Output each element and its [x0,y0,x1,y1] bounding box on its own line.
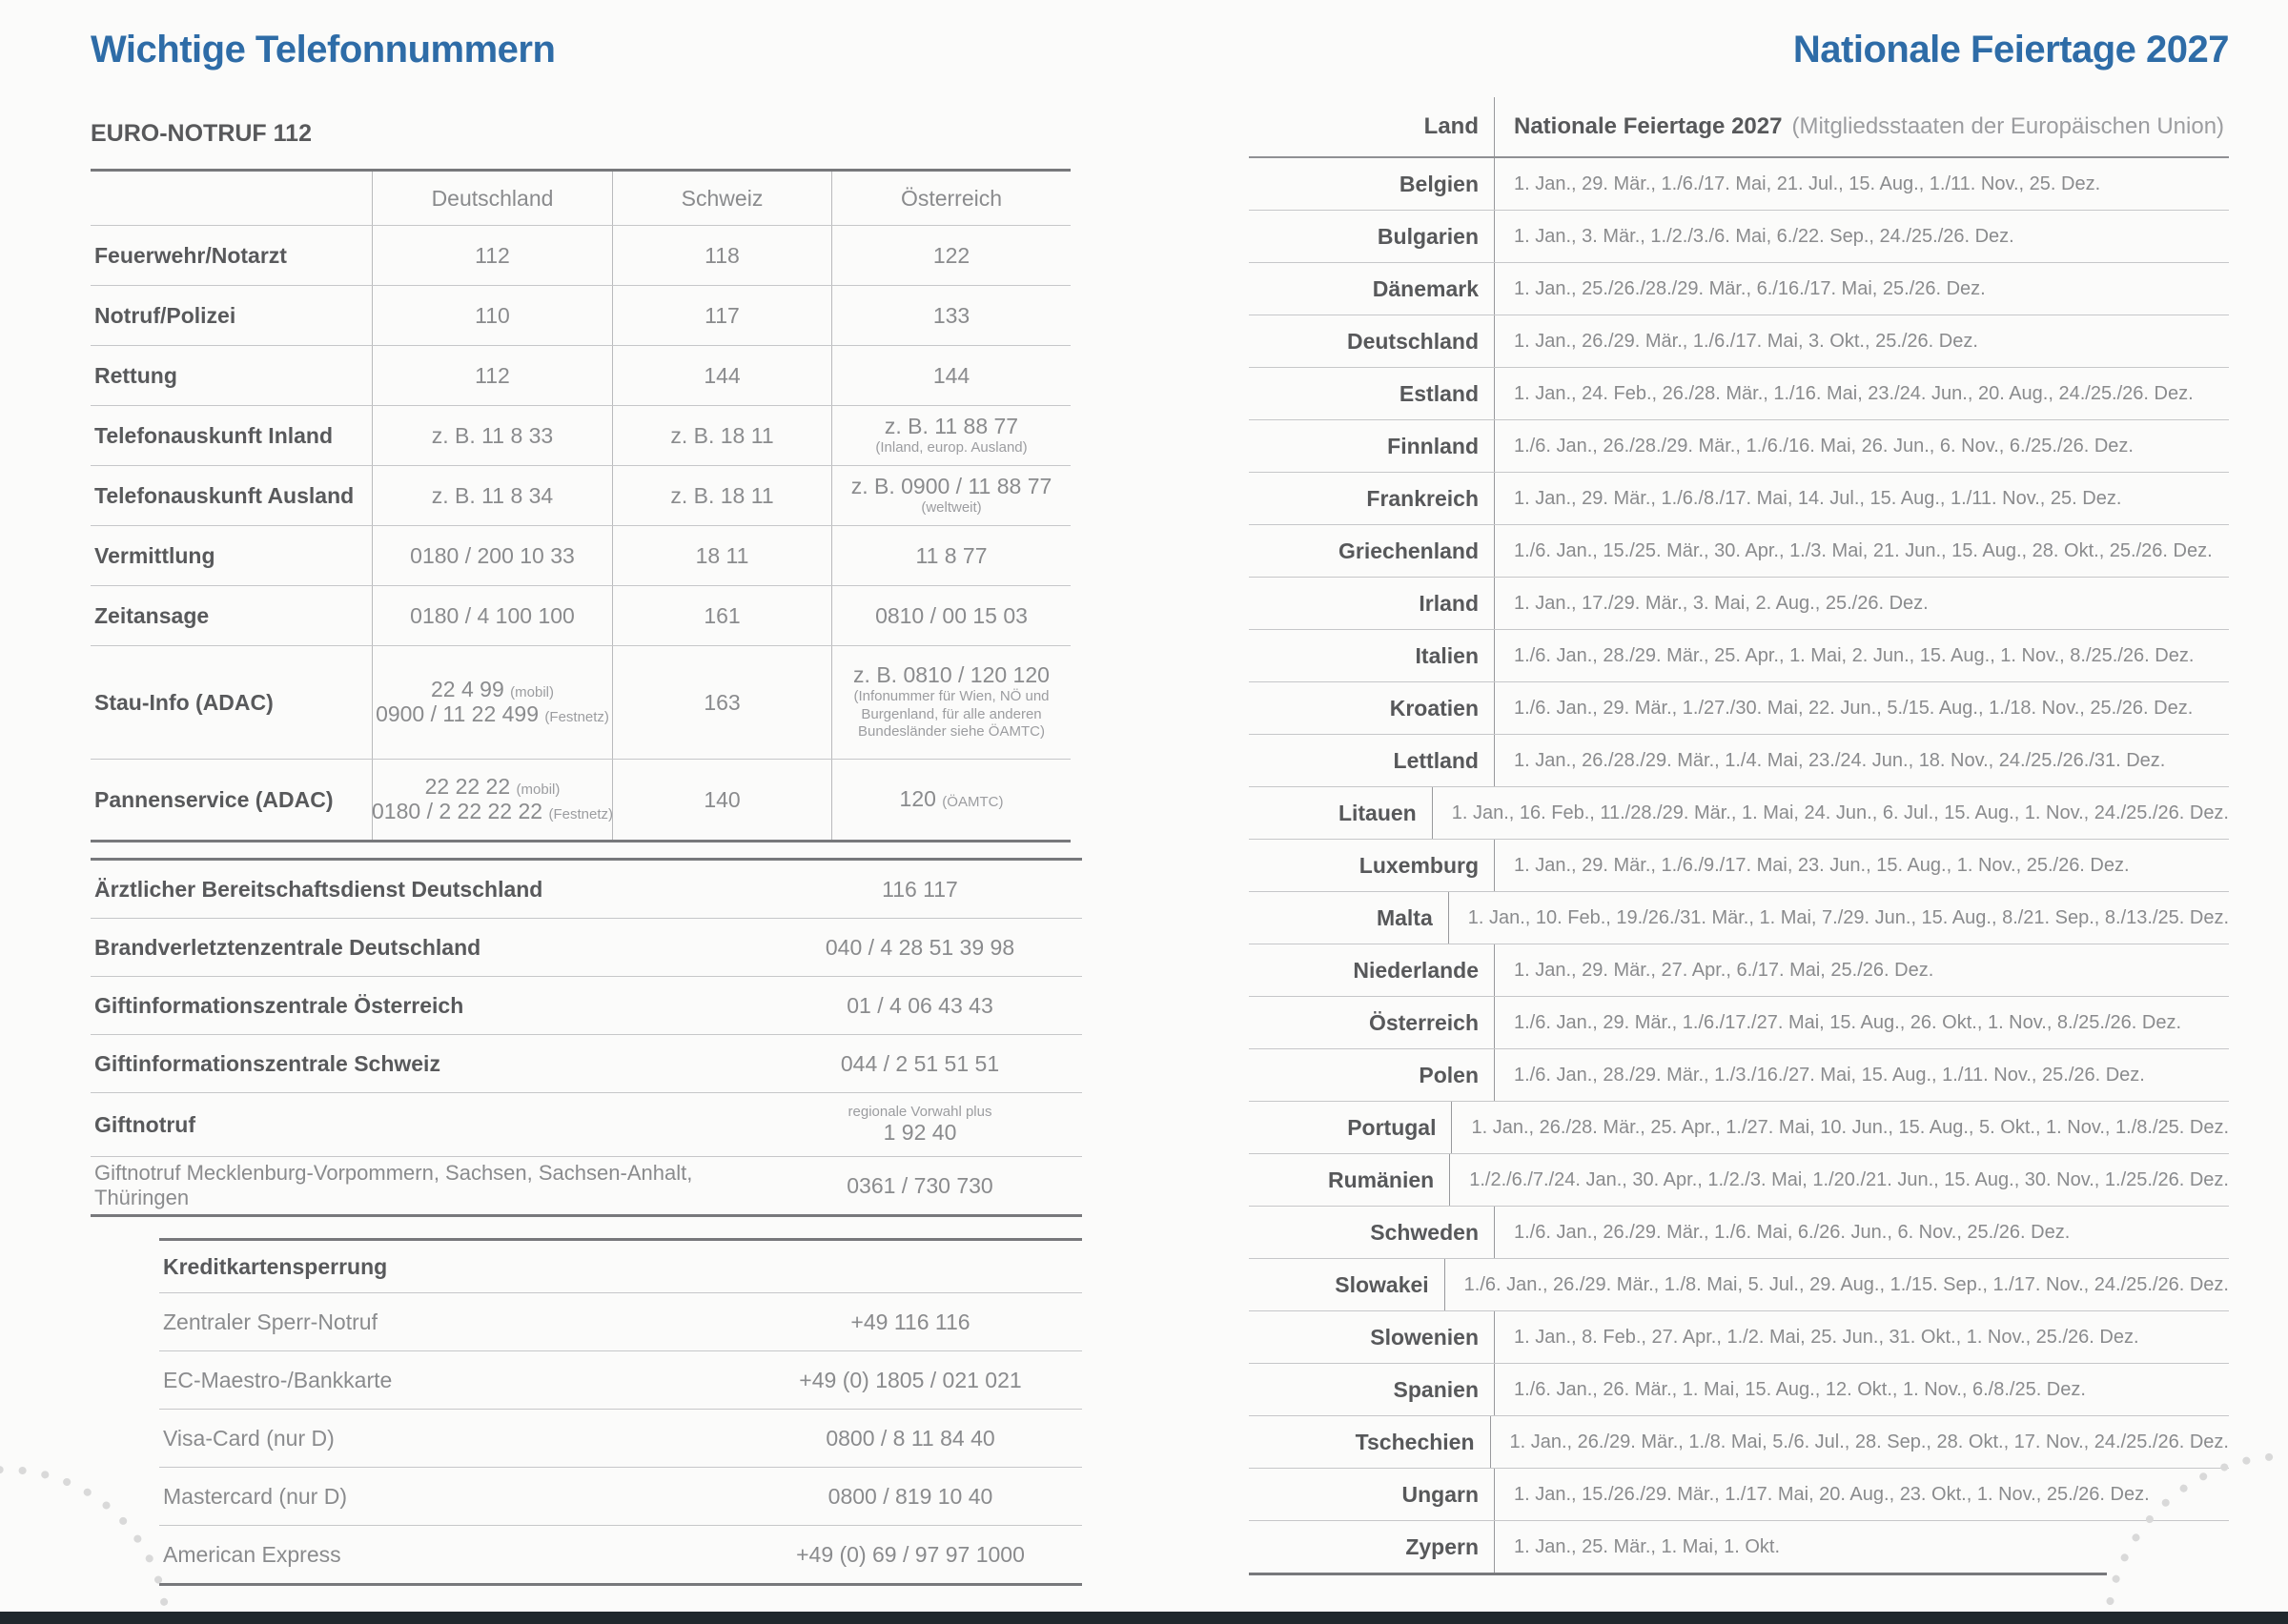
table-row [1249,682,2229,735]
phone-number: z. B. 0810 / 120 120 [853,662,1050,687]
phone-number-cell: 18 11 [612,526,831,585]
table-row [91,345,1071,405]
phone-number-cell: 140 [612,760,831,840]
phone-number-cell: 122 [831,226,1071,285]
phone-number-note: (Festnetz) [544,709,609,725]
country-name: Slowenien [1249,1311,1495,1363]
credit-label: Zentraler Sperr-Notruf [163,1309,378,1334]
phone-number-cell: z. B. 18 11 [612,406,831,465]
country-name: Rumänien [1249,1154,1450,1206]
table-row [91,285,1071,345]
table-row [1249,1311,2229,1364]
table-row [1249,473,2229,525]
table-row [1249,1469,2229,1521]
medical-services-table [91,858,1082,1217]
service-label: Giftnotruf [94,1111,196,1137]
country-name: Slowakei [1249,1259,1445,1310]
country-name: Dänemark [1249,263,1495,315]
credit-number: +49 (0) 1805 / 021 021 [799,1367,1022,1392]
phone-number: 0900 / 11 22 499 [376,701,540,726]
phone-number-note: (mobil) [510,684,554,701]
holiday-dates: 1. Jan., 26./28. Mär., 25. Apr., 1./27. Mai, 10. Jun., 15. Aug., 5. Okt., 1. Nov., 1./8./25. Dez. [1471,1116,2229,1138]
holiday-dates: 1./6. Jan., 26./28./29. Mär., 1./6./16. Mai, 26. Jun., 6. Nov., 6./25./26. Dez. [1514,435,2134,457]
table-row [1249,630,2229,682]
table-row [91,976,1082,1034]
service-number: 0361 / 730 730 [847,1172,993,1198]
table-row [1249,263,2229,315]
phone-number-cell: 112 [372,226,612,285]
table-row [91,525,1071,585]
credit-number: 0800 / 819 10 40 [827,1483,993,1509]
service-number-note: regionale Vorwahl plus [848,1104,992,1121]
country-name: Polen [1249,1049,1495,1101]
phone-number-note: (Festnetz) [548,806,613,822]
holiday-dates: 1./6. Jan., 26./29. Mär., 1./8. Mai, 5. Jul., 29. Aug., 1./15. Sep., 1./17. Nov., 24./25./26. Dez. [1463,1273,2229,1295]
row-label: Stau-Info (ADAC) [94,689,274,715]
holidays-rows [1249,158,2229,1573]
phone-number-cell: 118 [612,226,831,285]
holiday-dates: 1. Jan., 10. Feb., 19./26./31. Mär., 1. Mai, 7./29. Jun., 15. Aug., 8./21. Sep., 8./13./25. Dez. [1467,906,2229,928]
country-name: Spanien [1249,1364,1495,1415]
holiday-dates: 1. Jan., 26./28./29. Mär., 1./4. Mai, 23./24. Jun., 18. Nov., 24./25./26./31. Dez. [1514,749,2166,771]
row-label: Vermittlung [94,542,215,568]
table-row [91,918,1082,976]
country-name: Griechenland [1249,525,1495,577]
phone-number-cell: 133 [831,286,1071,345]
table-row [1249,211,2229,263]
country-name: Frankreich [1249,473,1495,524]
phone-number: z. B. 0900 / 11 88 77 [850,473,1052,498]
table-row [91,861,1082,918]
column-header-holidays [1495,97,2229,156]
row-label: Rettung [94,362,177,388]
holiday-dates: 1. Jan., 26./29. Mär., 1./8. Mai, 5./6. Jul., 28. Sep., 28. Okt., 17. Nov., 24./25./26. Dez. [1509,1431,2229,1452]
phone-number-cell: z. B. 11 8 33 [372,406,612,465]
national-holidays-table [1249,97,2229,1575]
table-row [1249,892,2229,944]
left-page [91,29,1082,1586]
phone-number: 0180 / 2 22 22 22 [372,799,543,823]
header-empty-cell [91,172,372,225]
row-label: Zeitansage [94,602,210,628]
service-label: Brandverletztenzentrale Deutschland [94,934,481,960]
phone-number-cell: 163 [612,646,831,759]
country-name: Finnland [1249,420,1495,472]
holiday-dates: 1. Jan., 29. Mär., 1./6./9./17. Mai, 23. Jun., 15. Aug., 1. Nov., 25./26. Dez. [1514,854,2130,876]
phone-number-cell [831,466,1071,525]
holiday-dates: 1. Jan., 25./26./28./29. Mär., 6./16./17. Mai, 25./26. Dez. [1514,277,1986,299]
table-header-row [91,172,1071,225]
phone-number [900,787,1004,812]
phone-number-cell [831,760,1071,840]
table-row [1249,578,2229,630]
service-label: Ärztlicher Bereitschaftsdienst Deutschland [94,876,543,902]
holiday-dates: 1./6. Jan., 26. Mär., 1. Mai, 15. Aug., 12. Okt., 1. Nov., 6./8./25. Dez. [1514,1378,2086,1400]
credit-label: EC-Maestro-/Bankkarte [163,1367,393,1392]
table-row [1249,420,2229,473]
table-row [1249,315,2229,368]
table-row [159,1525,1082,1583]
country-name: Portugal [1249,1102,1452,1153]
holiday-dates: 1. Jan., 29. Mär., 1./6./8./17. Mai, 14. Jul., 15. Aug., 1./11. Nov., 25. Dez. [1514,487,2122,509]
holiday-dates: 1. Jan., 15./26./29. Mär., 1./17. Mai, 20. Aug., 23. Okt., 1. Nov., 25./26. Dez. [1514,1483,2150,1505]
country-name: Lettland [1249,735,1495,786]
row-label: Notruf/Polizei [94,302,236,328]
table-row [91,405,1071,465]
holiday-dates: 1. Jan., 3. Mär., 1./2./3./6. Mai, 6./22. Sep., 24./25./26. Dez. [1514,225,2014,247]
table-row [91,585,1071,645]
phone-number-note: (mobil) [516,782,561,799]
credit-number: +49 (0) 69 / 97 97 1000 [796,1541,1025,1567]
credit-label: Visa-Card (nur D) [163,1425,335,1451]
phone-number-cell: 0180 / 4 100 100 [372,586,612,645]
phone-number [431,678,554,702]
table-header-row [1249,97,2229,158]
country-name: Irland [1249,578,1495,629]
service-number: 116 117 [882,876,958,902]
phone-number-cell: 112 [372,346,612,405]
table-row [159,1293,1082,1350]
column-header-land: Land [1249,97,1495,156]
phone-number-cell: z. B. 18 11 [612,466,831,525]
phone-number [376,702,609,727]
phone-number-cell: 0810 / 00 15 03 [831,586,1071,645]
holiday-dates: 1./6. Jan., 26./29. Mär., 1./6. Mai, 6./26. Jun., 6. Nov., 25./26. Dez. [1514,1221,2071,1243]
country-name: Deutschland [1249,315,1495,367]
country-name: Ungarn [1249,1469,1495,1520]
phone-number-cell: 144 [831,346,1071,405]
table-row [1249,1102,2229,1154]
phone-number-note: (ÖAMTC) [942,794,1004,811]
table-row [1249,368,2229,420]
table-row [91,645,1071,759]
holiday-dates: 1. Jan., 25. Mär., 1. Mai, 1. Okt. [1514,1535,1781,1557]
holiday-dates: 1./6. Jan., 28./29. Mär., 25. Apr., 1. Mai, 2. Jun., 15. Aug., 1. Nov., 8./25./26. Dez. [1514,644,2195,666]
holiday-dates: 1. Jan., 29. Mär., 27. Apr., 6./17. Mai, 25./26. Dez. [1514,959,1934,981]
credit-table-title: Kreditkartensperrung [159,1241,1082,1293]
country-name: Litauen [1249,787,1433,839]
table-row [1249,1259,2229,1311]
holiday-dates: 1./6. Jan., 29. Mär., 1./6./17./27. Mai, 15. Aug., 26. Okt., 1. Nov., 8./25./26. Dez. [1514,1011,2182,1033]
section-title: EURO-NOTRUF 112 [91,120,312,147]
holiday-dates: 1. Jan., 24. Feb., 26./28. Mär., 1./16. Mai, 23./24. Jun., 20. Aug., 24./25./26. Dez. [1514,382,2194,404]
phone-number-note: (weltweit) [921,498,982,516]
service-number: 044 / 2 51 51 51 [840,1050,1000,1076]
holiday-dates: 1. Jan., 17./29. Mär., 3. Mai, 2. Aug., 25./26. Dez. [1514,592,1929,614]
table-row [159,1467,1082,1525]
credit-label: Mastercard (nur D) [163,1483,347,1509]
table-row [91,1156,1082,1214]
table-row [1249,997,2229,1049]
table-row [159,1350,1082,1409]
holiday-dates: 1./6. Jan., 29. Mär., 1./27./30. Mai, 22. Jun., 5./15. Aug., 1./18. Nov., 25./26. Dez. [1514,697,2194,719]
phone-number: 22 22 22 [424,774,511,800]
country-name: Österreich [1249,997,1495,1048]
page-title: Wichtige Telefonnummern [91,29,556,71]
table-row [1249,1154,2229,1207]
country-name: Niederlande [1249,944,1495,996]
table-row [1249,787,2229,840]
table-row [1249,1416,2229,1469]
phone-number-cell: z. B. 11 8 34 [372,466,612,525]
phone-number-cell: 110 [372,286,612,345]
holiday-dates: 1./2./6./7./24. Jan., 30. Apr., 1./2./3. Mai, 1./20./21. Jun., 15. Aug., 30. Nov., 1./25./26. Dez. [1469,1168,2229,1190]
row-label: Telefonauskunft Ausland [94,482,355,508]
column-header-schweiz: Schweiz [612,172,831,225]
phone-number [372,800,613,824]
phone-number: z. B. 11 88 77 [884,413,1019,438]
page-title: Nationale Feiertage 2027 [1792,29,2229,71]
phone-number-note: (Inland, europ. Ausland) [875,438,1028,456]
table-row [1249,1207,2229,1259]
service-label: Giftinformationszentrale Schweiz [94,1050,440,1076]
credit-number: 0800 / 8 11 84 40 [826,1425,995,1451]
credit-card-blocking-table [159,1238,1082,1586]
emergency-numbers-table [91,169,1071,842]
phone-number-cell [831,406,1071,465]
phone-number-cell [831,646,1071,759]
table-row [1249,158,2229,211]
holiday-dates: 1./6. Jan., 15./25. Mär., 30. Apr., 1./3. Mai, 21. Jun., 15. Aug., 28. Okt., 25./26. Dez. [1514,539,2213,561]
table-row [159,1409,1082,1467]
table-row [1249,840,2229,892]
table-row [1249,525,2229,578]
country-name: Tschechien [1249,1416,1491,1468]
holiday-dates: 1. Jan., 8. Feb., 27. Apr., 1./2. Mai, 25. Jun., 31. Okt., 1. Nov., 25./26. Dez. [1514,1326,2139,1348]
service-number: 040 / 4 28 51 39 98 [825,934,1015,960]
service-label: Giftinformationszentrale Österreich [94,992,464,1018]
country-name: Belgien [1249,158,1495,210]
phone-number-cell: 11 8 77 [831,526,1071,585]
phone-number-cell: 117 [612,286,831,345]
service-number [758,1104,1082,1146]
country-name: Italien [1249,630,1495,681]
holiday-dates: 1. Jan., 29. Mär., 1./6./17. Mai, 21. Jul., 15. Aug., 1./11. Nov., 25. Dez. [1514,173,2101,194]
column-header-oesterreich: Österreich [831,172,1071,225]
country-name: Estland [1249,368,1495,419]
table-row [91,465,1071,525]
phone-number-cell: 0180 / 200 10 33 [372,526,612,585]
table-row [91,759,1071,840]
holiday-dates: 1./6. Jan., 28./29. Mär., 1./3./16./27. Mai, 15. Aug., 1./11. Nov., 25./26. Dez. [1514,1064,2145,1086]
holidays-header-note: (Mitgliedsstaaten der Europäischen Union) [1791,113,2225,139]
phone-number-cell: 161 [612,586,831,645]
table-row [91,225,1071,285]
country-name: Malta [1249,892,1449,944]
service-number: 1 92 40 [883,1120,957,1146]
table-row [91,1092,1082,1156]
column-header-deutschland: Deutschland [372,172,612,225]
service-number: 01 / 4 06 43 43 [847,992,993,1018]
holiday-dates: 1. Jan., 16. Feb., 11./28./29. Mär., 1. Mai, 24. Jun., 6. Jul., 15. Aug., 1. Nov., 24./25./26. Dez. [1451,802,2229,823]
credit-label: American Express [163,1541,341,1567]
table-row [1249,1521,2229,1573]
phone-number [425,775,561,800]
phone-number: 120 [899,786,936,812]
row-label: Telefonauskunft Inland [94,422,334,448]
table-row [1249,944,2229,997]
holidays-header-title: Nationale Feiertage 2027 [1514,113,1783,139]
table-row [1249,1049,2229,1102]
country-name: Zypern [1249,1521,1495,1573]
country-name: Kroatien [1249,682,1495,734]
table-bottom-border [1249,1573,2107,1575]
right-page [1249,29,2229,1575]
phone-number: 22 4 99 [431,677,504,702]
country-name: Bulgarien [1249,211,1495,262]
credit-number: +49 116 116 [850,1309,970,1334]
phone-number-note: (Infonummer für Wien, NÖ und Burgenland, für alle anderen Bundesländer siehe ÖAMTC) [853,687,1050,741]
phone-number-cell: 144 [612,346,831,405]
page-bottom-edge [0,1612,2288,1624]
table-row [1249,735,2229,787]
holiday-dates: 1. Jan., 26./29. Mär., 1./6./17. Mai, 3. Okt., 25./26. Dez. [1514,330,1978,352]
table-row [91,1034,1082,1092]
phone-number-cell [372,760,612,840]
service-label: Giftnotruf Mecklenburg-Vorpommern, Sachsen, Sachsen-Anhalt, Thüringen [94,1161,693,1209]
phone-number-cell [372,646,612,759]
country-name: Schweden [1249,1207,1495,1258]
country-name: Luxemburg [1249,840,1495,891]
table-row [1249,1364,2229,1416]
row-label: Pannenservice (ADAC) [94,786,334,812]
row-label: Feuerwehr/Notarzt [94,242,287,268]
